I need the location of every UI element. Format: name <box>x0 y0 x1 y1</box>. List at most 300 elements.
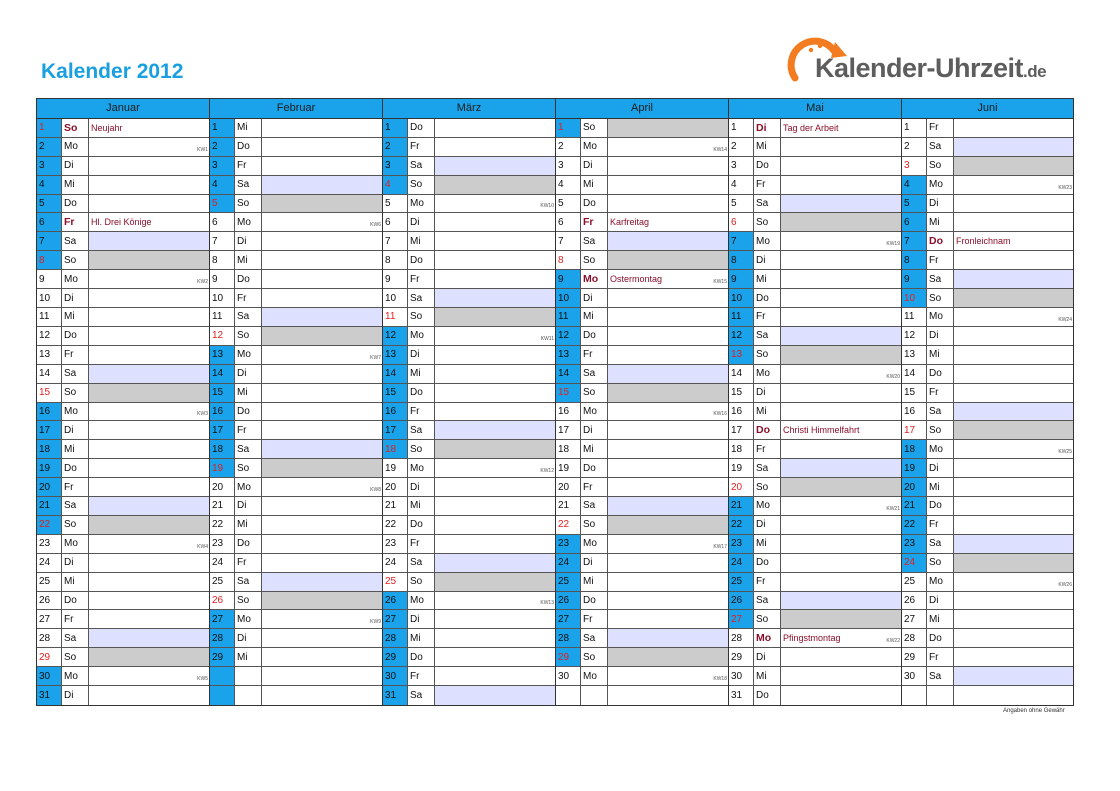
day-number: 27 <box>902 610 927 628</box>
day-row <box>210 251 382 270</box>
day-number: 5 <box>729 195 754 213</box>
weekday-label: So <box>235 459 262 477</box>
weekday-label: Sa <box>235 308 262 326</box>
weekday-label: Mi <box>581 573 608 591</box>
day-note <box>262 232 382 250</box>
day-row <box>37 554 209 573</box>
weekday-label: Mi <box>754 667 781 685</box>
day-note <box>435 648 555 666</box>
day-note <box>954 270 1073 288</box>
day-row <box>383 251 555 270</box>
weekday-label: So <box>581 516 608 534</box>
day-number: 4 <box>556 176 581 194</box>
day-note <box>89 251 209 269</box>
day-number: 13 <box>383 346 408 364</box>
weekday-label: Do <box>62 459 89 477</box>
weekday-label: Sa <box>754 195 781 213</box>
weekday-label: Mo <box>927 176 954 194</box>
day-row <box>902 384 1073 403</box>
weekday-label: Sa <box>927 270 954 288</box>
day-note <box>781 213 901 231</box>
day-note <box>608 327 728 345</box>
day-row <box>556 440 728 459</box>
day-note <box>262 592 382 610</box>
day-note <box>89 232 209 250</box>
week-number: KW5 <box>197 676 208 683</box>
day-note <box>781 195 901 213</box>
day-row <box>729 478 901 497</box>
day-note <box>435 157 555 175</box>
day-number: 16 <box>902 403 927 421</box>
day-number: 17 <box>902 421 927 439</box>
weekday-label: Sa <box>408 554 435 572</box>
day-note <box>89 289 209 307</box>
day-note <box>954 686 1073 705</box>
week-number: KW1 <box>197 146 208 153</box>
day-number: 17 <box>729 421 754 439</box>
day-note <box>781 516 901 534</box>
day-number: 4 <box>37 176 62 194</box>
day-note <box>954 195 1073 213</box>
day-row <box>37 403 209 422</box>
holiday-label: Ostermontag <box>610 274 663 285</box>
day-note <box>781 308 901 326</box>
day-note <box>262 138 382 156</box>
weekday-label: Do <box>408 384 435 402</box>
weekday-label: Fr <box>927 648 954 666</box>
day-row <box>902 251 1073 270</box>
day-note <box>781 535 901 553</box>
weekday-label: Do <box>62 327 89 345</box>
day-note <box>954 384 1073 402</box>
day-row <box>902 440 1073 459</box>
day-number: 22 <box>37 516 62 534</box>
weekday-label: Di <box>62 157 89 175</box>
day-row <box>556 119 728 138</box>
day-number: 7 <box>556 232 581 250</box>
day-note <box>262 421 382 439</box>
day-row <box>729 592 901 611</box>
day-row <box>383 157 555 176</box>
day-number: 7 <box>383 232 408 250</box>
weekday-label: So <box>235 592 262 610</box>
day-row <box>383 421 555 440</box>
day-row <box>902 119 1073 138</box>
day-number: 22 <box>210 516 235 534</box>
weekday-label: Sa <box>235 440 262 458</box>
day-number: 25 <box>383 573 408 591</box>
day-note <box>608 478 728 496</box>
day-row <box>210 497 382 516</box>
day-row <box>37 138 209 157</box>
day-note <box>89 629 209 647</box>
day-note <box>89 176 209 194</box>
day-note <box>781 327 901 345</box>
day-note <box>954 308 1073 326</box>
weekday-label: So <box>581 384 608 402</box>
week-number: KW22 <box>886 638 900 645</box>
weekday-label: So <box>235 327 262 345</box>
day-number: 24 <box>556 554 581 572</box>
weekday-label: Do <box>581 327 608 345</box>
week-number: KW26 <box>1058 581 1072 588</box>
day-row <box>210 195 382 214</box>
day-row <box>556 535 728 554</box>
day-row <box>556 138 728 157</box>
day-note <box>89 440 209 458</box>
day-number: 5 <box>383 195 408 213</box>
day-row <box>210 308 382 327</box>
day-row <box>902 573 1073 592</box>
day-note <box>954 421 1073 439</box>
day-number: 17 <box>210 421 235 439</box>
day-note <box>89 535 209 553</box>
weekday-label: Fr <box>62 610 89 628</box>
weekday-label: Mo <box>62 667 89 685</box>
day-number: 10 <box>37 289 62 307</box>
day-note <box>781 667 901 685</box>
day-note <box>608 440 728 458</box>
day-row <box>556 629 728 648</box>
day-number: 13 <box>37 346 62 364</box>
day-note <box>435 554 555 572</box>
day-number: 23 <box>383 535 408 553</box>
day-number: 17 <box>556 421 581 439</box>
weekday-label: Fr <box>927 384 954 402</box>
weekday-label: Do <box>235 270 262 288</box>
weekday-label: Sa <box>408 289 435 307</box>
day-row <box>729 308 901 327</box>
day-note <box>435 403 555 421</box>
weekday-label: Mo <box>927 573 954 591</box>
weekday-label: Mi <box>927 610 954 628</box>
weekday-label: Di <box>754 516 781 534</box>
day-number: 7 <box>210 232 235 250</box>
weekday-label: Sa <box>927 535 954 553</box>
day-number: 29 <box>902 648 927 666</box>
day-number: 14 <box>902 365 927 383</box>
weekday-label: Mi <box>754 535 781 553</box>
day-row <box>556 365 728 384</box>
day-row <box>556 478 728 497</box>
day-number: 1 <box>556 119 581 137</box>
day-row <box>902 232 1073 251</box>
weekday-label: Di <box>235 629 262 647</box>
day-note <box>954 403 1073 421</box>
weekday-label: Di <box>581 554 608 572</box>
day-row <box>210 516 382 535</box>
weekday-label: So <box>754 213 781 231</box>
day-row <box>383 686 555 705</box>
month-column-märz <box>383 99 556 705</box>
day-number: 10 <box>556 289 581 307</box>
day-note <box>89 667 209 685</box>
day-number: 5 <box>37 195 62 213</box>
day-note <box>435 497 555 515</box>
day-note <box>89 384 209 402</box>
month-header: März <box>383 99 555 119</box>
day-note <box>435 478 555 496</box>
weekday-label: Mo <box>235 213 262 231</box>
weekday-label: Sa <box>581 232 608 250</box>
day-number: 19 <box>210 459 235 477</box>
day-number: 28 <box>729 629 754 647</box>
day-note <box>89 270 209 288</box>
day-number: 18 <box>210 440 235 458</box>
day-number: 6 <box>556 213 581 231</box>
day-number: 11 <box>556 308 581 326</box>
day-row <box>210 327 382 346</box>
day-number: 25 <box>556 573 581 591</box>
weekday-label: Fr <box>408 667 435 685</box>
day-note <box>262 459 382 477</box>
day-row <box>37 157 209 176</box>
day-number: 12 <box>210 327 235 345</box>
day-number: 11 <box>729 308 754 326</box>
day-row <box>556 346 728 365</box>
day-row <box>383 516 555 535</box>
day-number: 11 <box>210 308 235 326</box>
day-note <box>262 195 382 213</box>
day-number: 6 <box>729 213 754 231</box>
week-number: KW11 <box>540 335 554 342</box>
day-number: 24 <box>37 554 62 572</box>
day-note <box>608 157 728 175</box>
day-note <box>781 365 901 383</box>
day-number: 25 <box>729 573 754 591</box>
day-row <box>902 138 1073 157</box>
day-row <box>729 213 901 232</box>
day-number: 4 <box>383 176 408 194</box>
weekday-label: Mo <box>408 459 435 477</box>
weekday-label: Mi <box>235 384 262 402</box>
day-note <box>608 686 728 705</box>
day-number: 10 <box>729 289 754 307</box>
weekday-label: Mi <box>408 629 435 647</box>
day-row <box>383 535 555 554</box>
month-column-mai <box>729 99 902 705</box>
weekday-label: Sa <box>62 629 89 647</box>
day-note <box>435 251 555 269</box>
day-row <box>729 440 901 459</box>
weekday-label: Sa <box>62 365 89 383</box>
day-number: 13 <box>729 346 754 364</box>
day-note <box>262 308 382 326</box>
day-note <box>89 421 209 439</box>
day-number: 8 <box>902 251 927 269</box>
day-note <box>435 592 555 610</box>
weekday-label: So <box>62 119 89 137</box>
day-note <box>262 667 382 685</box>
day-note <box>954 610 1073 628</box>
day-row <box>902 157 1073 176</box>
disclaimer: Angaben ohne Gewähr <box>1003 708 1065 714</box>
holiday-label: Christi Himmelfahrt <box>783 425 860 436</box>
weekday-label: Mo <box>754 232 781 250</box>
day-number: 21 <box>902 497 927 515</box>
day-number: 27 <box>729 610 754 628</box>
day-row <box>210 459 382 478</box>
day-number: 8 <box>729 251 754 269</box>
day-row <box>902 308 1073 327</box>
day-row <box>210 213 382 232</box>
day-number: 23 <box>210 535 235 553</box>
weekday-label: Mo <box>581 535 608 553</box>
weekday-label: Di <box>62 421 89 439</box>
day-number: 17 <box>383 421 408 439</box>
day-row <box>556 213 728 232</box>
weekday-label: Di <box>927 592 954 610</box>
weekday-label: Mo <box>581 403 608 421</box>
day-number: 3 <box>383 157 408 175</box>
day-note <box>781 459 901 477</box>
weekday-label: Do <box>408 648 435 666</box>
weekday-label: Fr <box>235 157 262 175</box>
day-number: 26 <box>729 592 754 610</box>
week-number: KW15 <box>713 279 727 286</box>
day-note <box>608 535 728 553</box>
day-row <box>556 516 728 535</box>
day-note <box>89 346 209 364</box>
day-number: 19 <box>556 459 581 477</box>
day-note <box>954 365 1073 383</box>
weekday-label: Fr <box>62 478 89 496</box>
day-row <box>37 478 209 497</box>
day-note <box>435 232 555 250</box>
weekday-label: Mi <box>754 138 781 156</box>
day-number: 18 <box>383 440 408 458</box>
site-logo[interactable] <box>787 36 1067 90</box>
day-row <box>556 157 728 176</box>
day-row <box>556 421 728 440</box>
week-number: KW8 <box>370 487 381 494</box>
day-note <box>954 592 1073 610</box>
day-number: 18 <box>729 440 754 458</box>
weekday-label: Di <box>927 327 954 345</box>
day-number: 23 <box>729 535 754 553</box>
day-note <box>781 592 901 610</box>
day-note <box>781 119 901 137</box>
day-row <box>729 251 901 270</box>
day-number: 12 <box>37 327 62 345</box>
day-note <box>89 157 209 175</box>
day-note <box>262 213 382 231</box>
day-row <box>383 232 555 251</box>
weekday-label: Sa <box>927 667 954 685</box>
weekday-label: Di <box>581 157 608 175</box>
weekday-label: Fr <box>235 421 262 439</box>
day-note <box>608 610 728 628</box>
day-row <box>902 667 1073 686</box>
day-note <box>435 384 555 402</box>
weekday-label: Mo <box>62 403 89 421</box>
day-note <box>781 554 901 572</box>
day-row <box>902 327 1073 346</box>
day-note <box>781 421 901 439</box>
day-note <box>89 327 209 345</box>
day-number: 29 <box>383 648 408 666</box>
day-number: 30 <box>37 667 62 685</box>
weekday-label: So <box>408 440 435 458</box>
day-number: 16 <box>37 403 62 421</box>
day-number: 6 <box>37 213 62 231</box>
weekday-label: Mo <box>62 270 89 288</box>
day-number: 2 <box>210 138 235 156</box>
day-row <box>383 554 555 573</box>
day-row <box>37 365 209 384</box>
day-note <box>781 629 901 647</box>
weekday-label: Mo <box>235 478 262 496</box>
day-number: 24 <box>902 554 927 572</box>
day-row <box>556 667 728 686</box>
day-note <box>435 270 555 288</box>
weekday-label: Sa <box>235 176 262 194</box>
weekday-label: Fr <box>581 346 608 364</box>
weekday-label <box>581 686 608 705</box>
day-note <box>608 289 728 307</box>
day-number: 23 <box>37 535 62 553</box>
day-row <box>210 384 382 403</box>
day-number: 21 <box>556 497 581 515</box>
day-row <box>556 573 728 592</box>
day-number: 3 <box>37 157 62 175</box>
day-number: 2 <box>729 138 754 156</box>
day-number: 16 <box>383 403 408 421</box>
day-row <box>37 421 209 440</box>
day-note <box>954 138 1073 156</box>
day-number <box>902 686 927 705</box>
day-note <box>262 535 382 553</box>
day-note <box>781 289 901 307</box>
day-note <box>262 686 382 705</box>
day-number: 2 <box>383 138 408 156</box>
day-number: 9 <box>383 270 408 288</box>
weekday-label: Do <box>408 251 435 269</box>
day-number: 6 <box>383 213 408 231</box>
day-note <box>262 327 382 345</box>
day-row <box>383 384 555 403</box>
weekday-label: Fr <box>754 308 781 326</box>
day-number: 26 <box>902 592 927 610</box>
day-note <box>781 176 901 194</box>
day-row <box>729 232 901 251</box>
weekday-label: Sa <box>62 497 89 515</box>
day-number: 26 <box>383 592 408 610</box>
weekday-label: So <box>754 610 781 628</box>
weekday-label: Mi <box>581 176 608 194</box>
day-row <box>902 648 1073 667</box>
weekday-label: Di <box>235 232 262 250</box>
day-number: 19 <box>729 459 754 477</box>
day-number: 1 <box>729 119 754 137</box>
weekday-label: Mo <box>754 365 781 383</box>
week-number: KW3 <box>197 411 208 418</box>
day-row <box>383 365 555 384</box>
day-row <box>556 403 728 422</box>
day-note <box>262 440 382 458</box>
day-number: 16 <box>556 403 581 421</box>
day-note <box>262 403 382 421</box>
week-number: KW23 <box>1058 184 1072 191</box>
weekday-label: Sa <box>927 403 954 421</box>
weekday-label: Do <box>62 195 89 213</box>
day-note <box>89 403 209 421</box>
day-number: 15 <box>383 384 408 402</box>
day-note <box>435 119 555 137</box>
weekday-label: Do <box>408 516 435 534</box>
day-number: 10 <box>383 289 408 307</box>
day-number: 2 <box>902 138 927 156</box>
